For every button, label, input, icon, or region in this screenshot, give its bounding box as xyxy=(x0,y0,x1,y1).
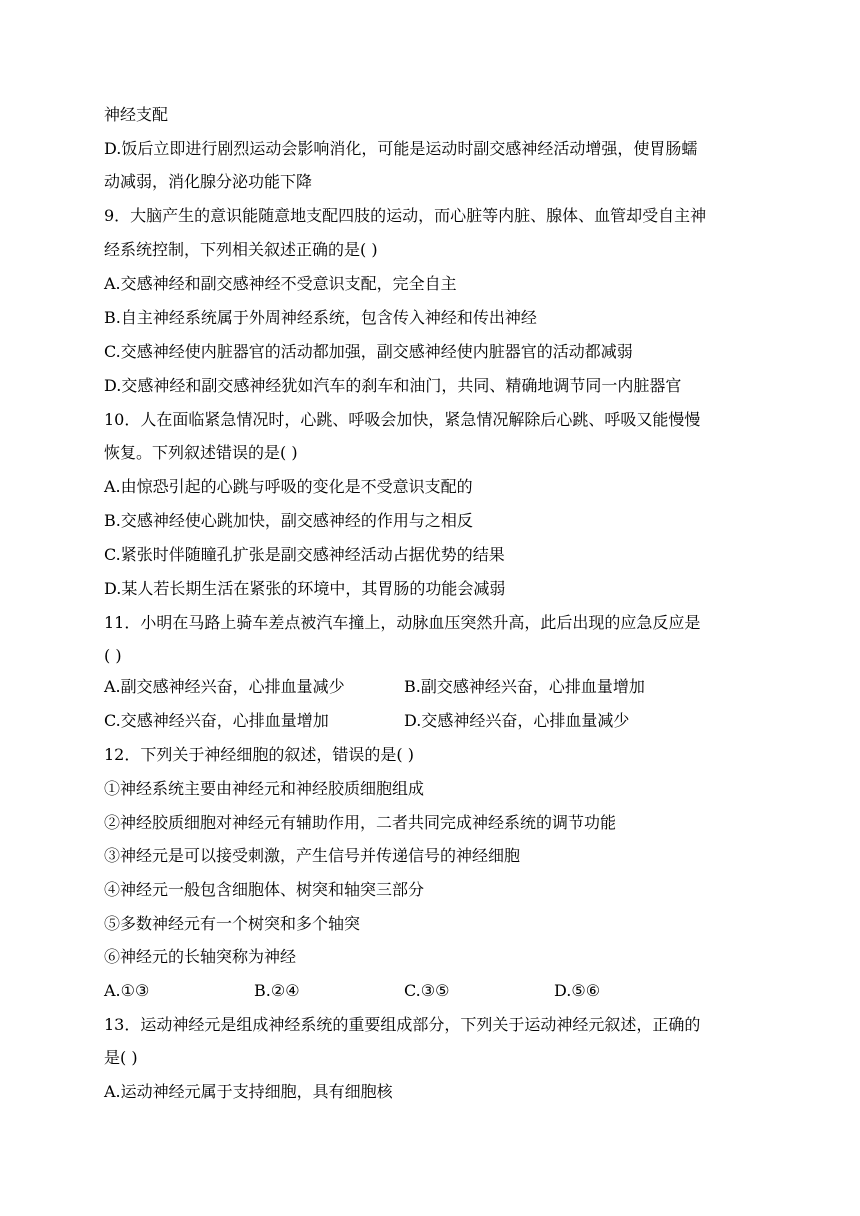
option-a: A.运动神经元属于支持细胞，具有细胞核 xyxy=(104,1082,393,1101)
q12-option-b: B.②④ xyxy=(254,981,300,1000)
question-11-stem: 11．小明在马路上骑车差点被汽车撞上，动脉血压突然升高，此后出现的应急反应是 xyxy=(104,613,701,632)
question-9-stem-cont: 经系统控制，下列相关叙述正确的是( ) xyxy=(104,240,378,259)
option-d: D.某人若长期生活在紧张的环境中，其胃肠的功能会减弱 xyxy=(104,579,506,598)
question-9-stem: 9．大脑产生的意识能随意地支配四肢的运动，而心脏等内脏、腺体、血管却受自主神 xyxy=(104,206,707,225)
statement-4: ④神经元一般包含细胞体、树突和轴突三部分 xyxy=(104,880,425,899)
q11-option-d: D.交感神经兴奋，心排血量减少 xyxy=(404,711,630,730)
statement-2: ②神经胶质细胞对神经元有辅助作用，二者共同完成神经系统的调节功能 xyxy=(104,813,617,832)
statement-3: ③神经元是可以接受刺激，产生信号并传递信号的神经细胞 xyxy=(104,846,521,865)
option-b: B.自主神经系统属于外周神经系统，包含传入神经和传出神经 xyxy=(104,308,537,327)
q11-option-b: B.副交感神经兴奋，心排血量增加 xyxy=(404,677,645,696)
option-d: D.交感神经和副交感神经犹如汽车的刹车和油门，共同、精确地调节同一内脏器官 xyxy=(104,376,682,395)
statement-6: ⑥神经元的长轴突称为神经 xyxy=(104,947,297,966)
q12-option-a: A.①③ xyxy=(104,981,150,1000)
option-c: C.交感神经使内脏器官的活动都加强，副交感神经使内脏器官的活动都减弱 xyxy=(104,342,633,361)
option-a: A.由惊恐引起的心跳与呼吸的变化是不受意识支配的 xyxy=(104,477,473,496)
q12-option-c: C.③⑤ xyxy=(404,981,450,1000)
question-10-stem-cont: 恢复。下列叙述错误的是( ) xyxy=(104,443,298,462)
q12-option-d: D.⑤⑥ xyxy=(554,981,601,1000)
question-13-stem: 13．运动神经元是组成神经系统的重要组成部分，下列关于运动神经元叙述，正确的 xyxy=(104,1015,701,1034)
statement-5: ⑤多数神经元有一个树突和多个轴突 xyxy=(104,914,361,933)
option-c: C.紧张时伴随瞳孔扩张是副交感神经活动占据优势的结果 xyxy=(104,545,505,564)
q11-option-c: C.交感神经兴奋，心排血量增加 xyxy=(104,711,329,730)
option-a: A.交感神经和副交感神经不受意识支配，完全自主 xyxy=(104,274,457,293)
question-11-blank: ( ) xyxy=(104,646,122,665)
option-b: B.交感神经使心跳加快，副交感神经的作用与之相反 xyxy=(104,511,473,530)
q11-option-a: A.副交感神经兴奋，心排血量减少 xyxy=(104,677,345,696)
question-12-stem: 12．下列关于神经细胞的叙述，错误的是( ) xyxy=(104,745,414,764)
question-13-stem-cont: 是( ) xyxy=(104,1048,138,1067)
text-line: 神经支配 xyxy=(104,105,169,124)
question-10-stem: 10．人在面临紧急情况时，心跳、呼吸会加快，紧急情况解除后心跳、呼吸又能慢慢 xyxy=(104,410,701,429)
option-d: D.饭后立即进行剧烈运动会影响消化，可能是运动时副交感神经活动增强，使胃肠蠕 xyxy=(104,139,698,158)
text-line: 动减弱，消化腺分泌功能下降 xyxy=(104,172,313,191)
statement-1: ①神经系统主要由神经元和神经胶质细胞组成 xyxy=(104,779,425,798)
